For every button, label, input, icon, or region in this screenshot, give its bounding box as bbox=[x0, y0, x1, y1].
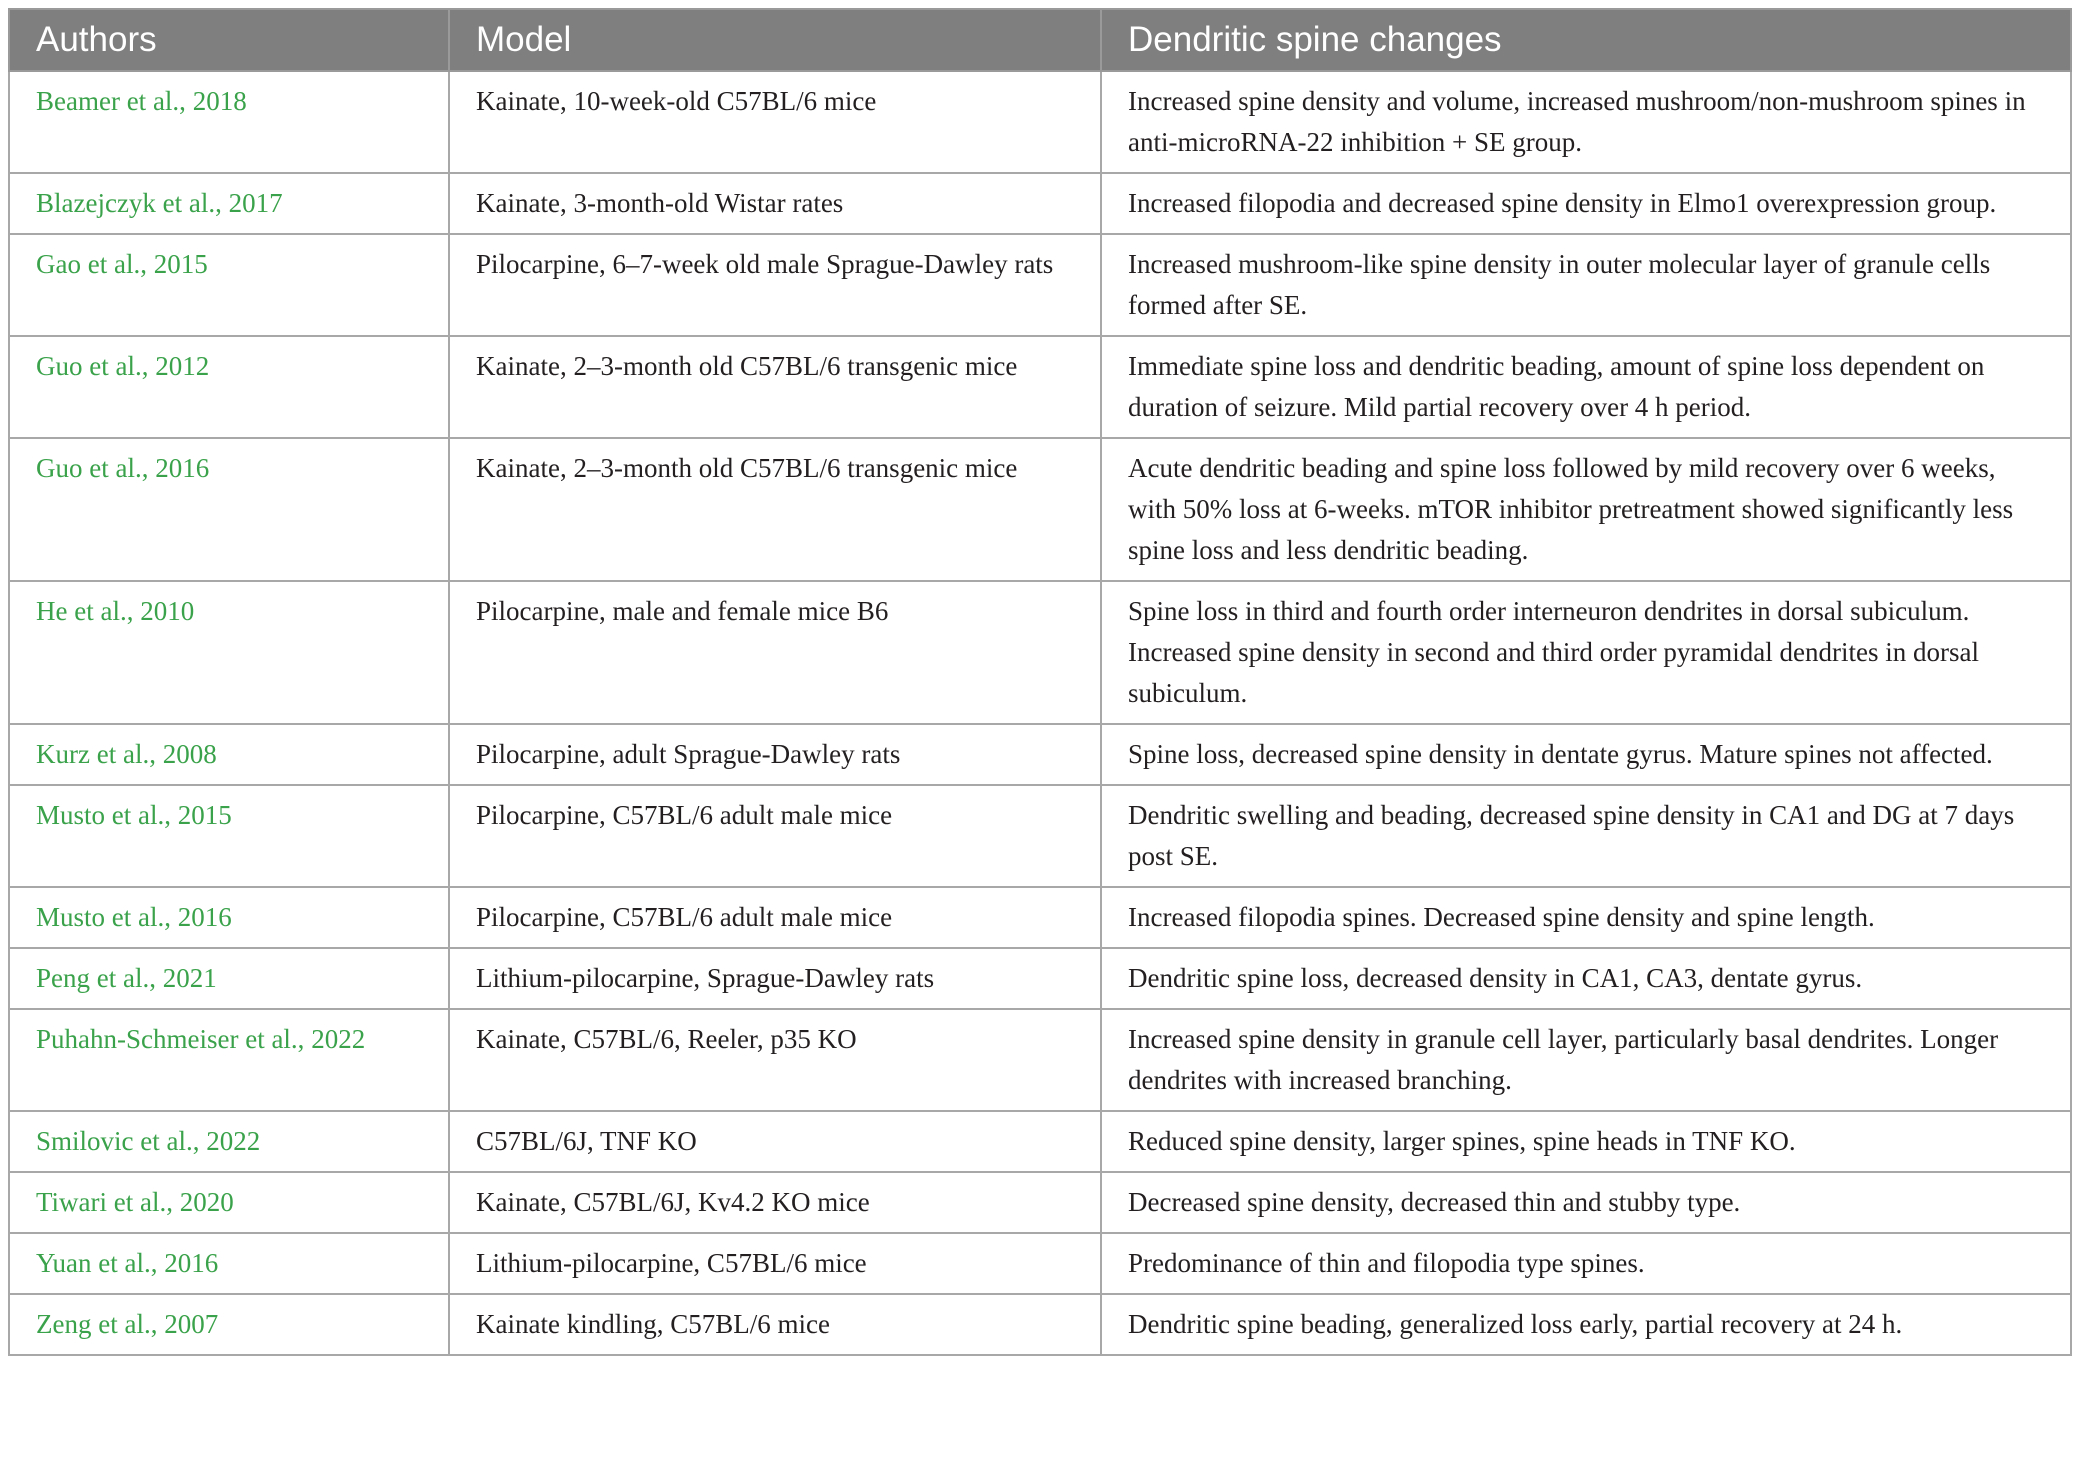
author-cell bbox=[9, 1233, 449, 1294]
author-link[interactable]: Tiwari et al., bbox=[36, 1187, 180, 1217]
year-link[interactable]: 2012 bbox=[155, 351, 210, 381]
changes-cell: Spine loss in third and fourth order interneuron dendrites in dorsal subiculum. Increased spine density in second and third order pyramidal dendrites in dorsal subiculum. bbox=[1101, 581, 2071, 724]
author-cell bbox=[9, 1111, 449, 1172]
author-cell bbox=[9, 1172, 449, 1233]
changes-cell: Increased spine density in granule cell layer, particularly basal dendrites. Longer dendrites with increased branching. bbox=[1101, 1009, 2071, 1111]
table-row bbox=[9, 234, 2071, 336]
header-authors: Authors bbox=[9, 9, 449, 71]
model-cell: Kainate kindling, C57BL/6 mice bbox=[449, 1294, 1101, 1355]
author-link[interactable]: Yuan et al., bbox=[36, 1248, 165, 1278]
year-link[interactable]: 2020 bbox=[179, 1187, 234, 1217]
model-cell: Pilocarpine, adult Sprague-Dawley rats bbox=[449, 724, 1101, 785]
year-link[interactable]: 2016 bbox=[164, 1248, 219, 1278]
table-row bbox=[9, 1233, 2071, 1294]
table-row bbox=[9, 581, 2071, 724]
table-row bbox=[9, 948, 2071, 1009]
model-cell: Kainate, 3-month-old Wistar rates bbox=[449, 173, 1101, 234]
table-row bbox=[9, 438, 2071, 581]
changes-cell: Dendritic spine loss, decreased density in CA1, CA3, dentate gyrus. bbox=[1101, 948, 2071, 1009]
year-link[interactable]: 2016 bbox=[177, 902, 232, 932]
model-cell: Kainate, 2–3-month old C57BL/6 transgenic mice bbox=[449, 438, 1101, 581]
model-cell: Pilocarpine, 6–7-week old male Sprague-Dawley rats bbox=[449, 234, 1101, 336]
changes-cell: Spine loss, decreased spine density in dentate gyrus. Mature spines not affected. bbox=[1101, 724, 2071, 785]
author-cell bbox=[9, 438, 449, 581]
year-link[interactable]: 2022 bbox=[206, 1126, 261, 1156]
changes-cell: Acute dendritic beading and spine loss followed by mild recovery over 6 weeks, with 50% loss at 6-weeks. mTOR inhibitor pretreatment showed significantly less spine loss and less dendritic beading. bbox=[1101, 438, 2071, 581]
author-link[interactable]: Beamer et al., bbox=[36, 86, 193, 116]
author-cell bbox=[9, 785, 449, 887]
dendritic-spine-studies-table bbox=[8, 8, 2072, 1356]
table-row bbox=[9, 1009, 2071, 1111]
author-cell bbox=[9, 336, 449, 438]
author-cell bbox=[9, 71, 449, 173]
author-link[interactable]: Guo et al., bbox=[36, 453, 156, 483]
model-cell: Kainate, 2–3-month old C57BL/6 transgenic mice bbox=[449, 336, 1101, 438]
table-row bbox=[9, 173, 2071, 234]
changes-cell: Increased filopodia spines. Decreased spine density and spine length. bbox=[1101, 887, 2071, 948]
author-link[interactable]: Musto et al., bbox=[36, 902, 178, 932]
changes-cell: Immediate spine loss and dendritic beading, amount of spine loss dependent on duration of seizure. Mild partial recovery over 4 h period. bbox=[1101, 336, 2071, 438]
author-link[interactable]: Puhahn-Schmeiser et al., bbox=[36, 1024, 312, 1054]
year-link[interactable]: 2017 bbox=[228, 188, 283, 218]
model-cell: Kainate, C57BL/6, Reeler, p35 KO bbox=[449, 1009, 1101, 1111]
author-link[interactable]: Kurz et al., bbox=[36, 739, 163, 769]
author-link[interactable]: Zeng et al., bbox=[36, 1309, 165, 1339]
changes-cell: Reduced spine density, larger spines, spine heads in TNF KO. bbox=[1101, 1111, 2071, 1172]
year-link[interactable]: 2010 bbox=[140, 596, 195, 626]
model-cell: Lithium-pilocarpine, Sprague-Dawley rats bbox=[449, 948, 1101, 1009]
author-link[interactable]: Blazejczyk et al., bbox=[36, 188, 229, 218]
author-cell bbox=[9, 887, 449, 948]
table-row bbox=[9, 887, 2071, 948]
table-header-row bbox=[9, 9, 2071, 71]
author-cell bbox=[9, 234, 449, 336]
author-link[interactable]: He et al., bbox=[36, 596, 141, 626]
year-link[interactable]: 2016 bbox=[155, 453, 210, 483]
year-link[interactable]: 2008 bbox=[162, 739, 217, 769]
author-cell bbox=[9, 1009, 449, 1111]
header-dendritic-spine-changes: Dendritic spine changes bbox=[1101, 9, 2071, 71]
table-row bbox=[9, 785, 2071, 887]
author-cell bbox=[9, 724, 449, 785]
changes-cell: Dendritic swelling and beading, decreased spine density in CA1 and DG at 7 days post SE. bbox=[1101, 785, 2071, 887]
model-cell: Pilocarpine, male and female mice B6 bbox=[449, 581, 1101, 724]
table-row bbox=[9, 71, 2071, 173]
author-link[interactable]: Smilovic et al., bbox=[36, 1126, 207, 1156]
changes-cell: Decreased spine density, decreased thin and stubby type. bbox=[1101, 1172, 2071, 1233]
studies-table-container bbox=[8, 8, 2070, 1356]
table-row bbox=[9, 1294, 2071, 1355]
table-row bbox=[9, 336, 2071, 438]
year-link[interactable]: 2015 bbox=[177, 800, 232, 830]
model-cell: Pilocarpine, C57BL/6 adult male mice bbox=[449, 785, 1101, 887]
year-link[interactable]: 2022 bbox=[311, 1024, 366, 1054]
table-row bbox=[9, 724, 2071, 785]
model-cell: Lithium-pilocarpine, C57BL/6 mice bbox=[449, 1233, 1101, 1294]
model-cell: Kainate, C57BL/6J, Kv4.2 KO mice bbox=[449, 1172, 1101, 1233]
author-cell bbox=[9, 948, 449, 1009]
author-cell bbox=[9, 173, 449, 234]
changes-cell: Predominance of thin and filopodia type spines. bbox=[1101, 1233, 2071, 1294]
table-row bbox=[9, 1111, 2071, 1172]
year-link[interactable]: 2015 bbox=[153, 249, 208, 279]
model-cell: Pilocarpine, C57BL/6 adult male mice bbox=[449, 887, 1101, 948]
author-cell bbox=[9, 1294, 449, 1355]
changes-cell: Dendritic spine beading, generalized loss early, partial recovery at 24 h. bbox=[1101, 1294, 2071, 1355]
changes-cell: Increased spine density and volume, increased mushroom/non-mushroom spines in anti-microRNA-22 inhibition + SE group. bbox=[1101, 71, 2071, 173]
year-link[interactable]: 2021 bbox=[162, 963, 217, 993]
author-link[interactable]: Musto et al., bbox=[36, 800, 178, 830]
author-cell bbox=[9, 581, 449, 724]
table-row bbox=[9, 1172, 2071, 1233]
header-model: Model bbox=[449, 9, 1101, 71]
table-body bbox=[9, 71, 2071, 1355]
model-cell: C57BL/6J, TNF KO bbox=[449, 1111, 1101, 1172]
author-link[interactable]: Gao et al., bbox=[36, 249, 154, 279]
author-link[interactable]: Peng et al., bbox=[36, 963, 163, 993]
year-link[interactable]: 2018 bbox=[192, 86, 247, 116]
changes-cell: Increased mushroom-like spine density in outer molecular layer of granule cells formed after SE. bbox=[1101, 234, 2071, 336]
year-link[interactable]: 2007 bbox=[164, 1309, 219, 1339]
author-link[interactable]: Guo et al., bbox=[36, 351, 156, 381]
model-cell: Kainate, 10-week-old C57BL/6 mice bbox=[449, 71, 1101, 173]
changes-cell: Increased filopodia and decreased spine density in Elmo1 overexpression group. bbox=[1101, 173, 2071, 234]
